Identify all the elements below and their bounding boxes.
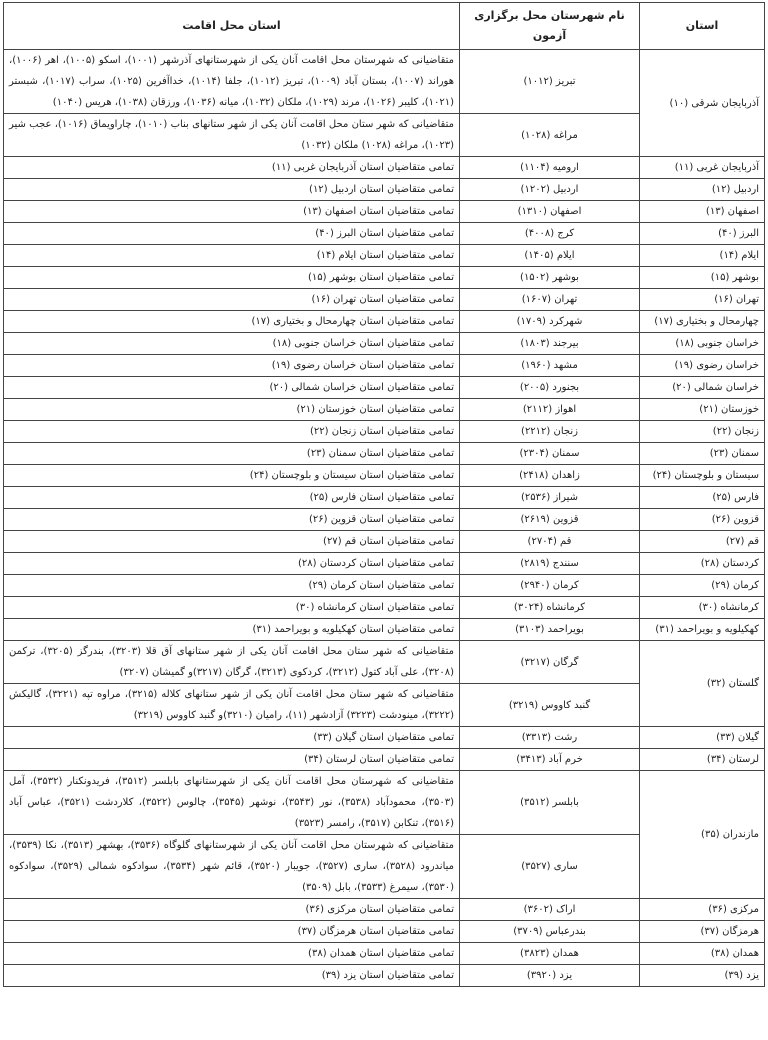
residence-cell: تمامی متقاضیان استان ایلام (۱۴) xyxy=(4,245,460,267)
exam-city-cell: خرم آباد (۳۴۱۳) xyxy=(460,749,640,771)
exam-city-cell: تبریز (۱۰۱۲) xyxy=(460,50,640,114)
table-row xyxy=(4,641,765,684)
table-row xyxy=(4,965,765,987)
residence-cell: متقاضیانی که شهرستان محل اقامت آنان یکی از شهرستانهای آذرشهر (۱۰۰۱)، اسکو (۱۰۰۵)، اهر (۱۰۰۶)، هوراند (۱۰۰۷)، بستان آباد (۱۰۰۹)، تبریز (۱۰۱۲)، جلفا (۱۰۱۴)، خداآفرین (۱۰۲۵)، سراب (۱۰۱۷)، شبستر (۱۰۲۱)، کلیبر (۱۰۲۶)، مرند (۱۰۲۹)، ملکان (۱۰۳۲)، میانه (۱۰۳۶)، ورزقان (۱۰۳۸)، هریس (۱۰۴۰) xyxy=(4,50,460,114)
exam-city-cell: کرمانشاه (۳۰۲۴) xyxy=(460,597,640,619)
residence-cell: تمامی متقاضیان استان کرمان (۲۹) xyxy=(4,575,460,597)
table-row xyxy=(4,201,765,223)
residence-cell: تمامی متقاضیان استان خراسان رضوی (۱۹) xyxy=(4,355,460,377)
province-cell: کرمانشاه (۳۰) xyxy=(640,597,765,619)
province-cell: خوزستان (۲۱) xyxy=(640,399,765,421)
exam-city-cell: رشت (۳۳۱۳) xyxy=(460,727,640,749)
table-row xyxy=(4,223,765,245)
province-cell: چهارمحال و بختیاری (۱۷) xyxy=(640,311,765,333)
province-cell: سیستان و بلوچستان (۲۴) xyxy=(640,465,765,487)
table-row xyxy=(4,333,765,355)
table-row xyxy=(4,289,765,311)
residence-cell: تمامی متقاضیان استان اصفهان (۱۳) xyxy=(4,201,460,223)
province-cell: البرز (۴۰) xyxy=(640,223,765,245)
table-row xyxy=(4,597,765,619)
header-exam-city: نام شهرستان محل برگزاری آزمون xyxy=(460,3,640,50)
table-row xyxy=(4,399,765,421)
exam-city-cell: سنندج (۲۸۱۹) xyxy=(460,553,640,575)
exam-city-cell: شهرکرد (۱۷۰۹) xyxy=(460,311,640,333)
residence-cell: تمامی متقاضیان استان تهران (۱۶) xyxy=(4,289,460,311)
table-row xyxy=(4,245,765,267)
exam-city-cell: کرمان (۲۹۴۰) xyxy=(460,575,640,597)
table-row xyxy=(4,509,765,531)
residence-cell: تمامی متقاضیان استان فارس (۲۵) xyxy=(4,487,460,509)
province-cell: آذربایجان شرقی (۱۰) xyxy=(640,50,765,157)
exam-city-cell: مراغه (۱۰۲۸) xyxy=(460,114,640,157)
exam-city-cell: سمنان (۲۳۰۴) xyxy=(460,443,640,465)
exam-city-cell: تهران (۱۶۰۷) xyxy=(460,289,640,311)
exam-city-cell: قم (۲۷۰۴) xyxy=(460,531,640,553)
exam-city-cell: بویراحمد (۳۱۰۳) xyxy=(460,619,640,641)
residence-cell: تمامی متقاضیان استان همدان (۳۸) xyxy=(4,943,460,965)
table-row xyxy=(4,157,765,179)
exam-city-cell: ایلام (۱۴۰۵) xyxy=(460,245,640,267)
exam-city-cell: بجنورد (۲۰۰۵) xyxy=(460,377,640,399)
table-row xyxy=(4,531,765,553)
residence-cell: تمامی متقاضیان استان خراسان جنوبی (۱۸) xyxy=(4,333,460,355)
province-cell: اصفهان (۱۳) xyxy=(640,201,765,223)
exam-city-cell: بیرجند (۱۸۰۳) xyxy=(460,333,640,355)
residence-cell: تمامی متقاضیان استان سمنان (۲۳) xyxy=(4,443,460,465)
exam-city-cell: قزوین (۲۶۱۹) xyxy=(460,509,640,531)
province-cell: مرکزی (۳۶) xyxy=(640,899,765,921)
province-cell: بوشهر (۱۵) xyxy=(640,267,765,289)
table-row xyxy=(4,179,765,201)
exam-city-cell: گرگان (۳۲۱۷) xyxy=(460,641,640,684)
table-row xyxy=(4,553,765,575)
table-body xyxy=(4,50,765,987)
residence-cell: متقاضیانی که شهر ستان محل اقامت آنان یکی از شهر ستانهای کلاله (۳۲۱۵)، مراوه تپه (۳۲۲۱)، گالیکش (۳۲۲۲)، مینودشت (۳۲۲۳) آزادشهر (۱۱)، رامیان (۳۲۱۰)و گنبد کاووس (۳۲۱۹) xyxy=(4,684,460,727)
table-row xyxy=(4,267,765,289)
exam-city-cell: همدان (۳۸۲۳) xyxy=(460,943,640,965)
table-row xyxy=(4,619,765,641)
exam-city-cell: اهواز (۲۱۱۲) xyxy=(460,399,640,421)
table-row xyxy=(4,487,765,509)
exam-city-cell: یزد (۳۹۲۰) xyxy=(460,965,640,987)
province-cell: زنجان (۲۲) xyxy=(640,421,765,443)
header-province: استان xyxy=(640,3,765,50)
exam-city-cell: اصفهان (۱۳۱۰) xyxy=(460,201,640,223)
residence-cell: تمامی متقاضیان استان قم (۲۷) xyxy=(4,531,460,553)
exam-city-cell: اردبیل (۱۲۰۲) xyxy=(460,179,640,201)
table-row xyxy=(4,575,765,597)
province-cell: گلستان (۳۲) xyxy=(640,641,765,727)
province-cell: لرستان (۳۴) xyxy=(640,749,765,771)
residence-cell: تمامی متقاضیان استان خوزستان (۲۱) xyxy=(4,399,460,421)
exam-city-cell: ارومیه (۱۱۰۴) xyxy=(460,157,640,179)
header-residence: استان محل اقامت xyxy=(4,3,460,50)
table-row xyxy=(4,771,765,835)
table-row xyxy=(4,899,765,921)
exam-city-cell: بندرعباس (۳۷۰۹) xyxy=(460,921,640,943)
residence-cell: متقاضیانی که شهر ستان محل اقامت آنان یکی از شهر ستانهای بناب (۱۰۱۰)، چاراویماق (۱۰۱۶)، عجب شیر (۱۰۲۳)، مراغه (۱۰۲۸) ملکان (۱۰۳۲) xyxy=(4,114,460,157)
residence-cell: تمامی متقاضیان استان اردبیل (۱۲) xyxy=(4,179,460,201)
residence-cell: تمامی متقاضیان استان قزوین (۲۶) xyxy=(4,509,460,531)
province-cell: آذربایجان غربی (۱۱) xyxy=(640,157,765,179)
province-cell: یزد (۳۹) xyxy=(640,965,765,987)
exam-city-cell: زنجان (۲۲۱۲) xyxy=(460,421,640,443)
exam-city-cell: بوشهر (۱۵۰۲) xyxy=(460,267,640,289)
table-row xyxy=(4,377,765,399)
residence-cell: تمامی متقاضیان استان لرستان (۳۴) xyxy=(4,749,460,771)
residence-cell: تمامی متقاضیان استان البرز (۴۰) xyxy=(4,223,460,245)
table-row xyxy=(4,921,765,943)
table-row xyxy=(4,421,765,443)
residence-cell: متقاضیانی که شهر ستان محل اقامت آنان یکی از شهر ستانهای آق قلا (۳۲۰۳)، بندرگز (۳۲۰۵)، ترکمن (۳۲۰۸)، علی آباد کتول (۳۲۱۲)، کردکوی (۳۲۱۳)، گرگان (۳۲۱۷)و گمیشان (۳۲۰۷) xyxy=(4,641,460,684)
residence-cell: تمامی متقاضیان استان هرمزگان (۳۷) xyxy=(4,921,460,943)
exam-city-cell: کرج (۴۰۰۸) xyxy=(460,223,640,245)
exam-city-cell: شیراز (۲۵۳۶) xyxy=(460,487,640,509)
residence-cell: تمامی متقاضیان استان مرکزی (۳۶) xyxy=(4,899,460,921)
province-cell: کهکیلویه و بویراحمد (۳۱) xyxy=(640,619,765,641)
residence-cell: تمامی متقاضیان استان یزد (۳۹) xyxy=(4,965,460,987)
residence-cell: تمامی متقاضیان استان گیلان (۳۳) xyxy=(4,727,460,749)
exam-city-cell: اراک (۳۶۰۲) xyxy=(460,899,640,921)
residence-cell: تمامی متقاضیان استان زنجان (۲۲) xyxy=(4,421,460,443)
residence-cell: تمامی متقاضیان استان چهارمحال و بختیاری (۱۷) xyxy=(4,311,460,333)
province-cell: ایلام (۱۴) xyxy=(640,245,765,267)
exam-centers-table xyxy=(3,2,765,987)
province-cell: هرمزگان (۳۷) xyxy=(640,921,765,943)
residence-cell: تمامی متقاضیان استان آذربایجان غربی (۱۱) xyxy=(4,157,460,179)
province-cell: همدان (۳۸) xyxy=(640,943,765,965)
exam-city-cell: گنبد کاووس (۳۲۱۹) xyxy=(460,684,640,727)
exam-city-cell: ساری (۳۵۲۷) xyxy=(460,835,640,899)
table-row xyxy=(4,50,765,114)
province-cell: اردبیل (۱۲) xyxy=(640,179,765,201)
residence-cell: تمامی متقاضیان استان کردستان (۲۸) xyxy=(4,553,460,575)
residence-cell: تمامی متقاضیان استان کرمانشاه (۳۰) xyxy=(4,597,460,619)
residence-cell: تمامی متقاضیان استان خراسان شمالی (۲۰) xyxy=(4,377,460,399)
province-cell: قزوین (۲۶) xyxy=(640,509,765,531)
residence-cell: متقاضیانی که شهرستان محل اقامت آنان یکی از شهرستانهای بابلسر (۳۵۱۲)، فریدونکنار (۳۵۳۲)، آمل (۳۵۰۳)، محمودآباد (۳۵۳۸)، نور (۳۵۴۳)، نوشهر (۳۵۴۵)، چالوس (۳۵۲۲)، کلاردشت (۳۵۲۱)، عباس آباد (۳۵۱۶)، تنکابن (۳۵۱۷)، رامسر (۳۵۲۳) xyxy=(4,771,460,835)
residence-cell: تمامی متقاضیان استان بوشهر (۱۵) xyxy=(4,267,460,289)
province-cell: کرمان (۲۹) xyxy=(640,575,765,597)
province-cell: خراسان رضوی (۱۹) xyxy=(640,355,765,377)
table-header-row xyxy=(4,3,765,50)
province-cell: خراسان شمالی (۲۰) xyxy=(640,377,765,399)
province-cell: خراسان جنوبی (۱۸) xyxy=(640,333,765,355)
table-row xyxy=(4,355,765,377)
exam-city-cell: بابلسر (۳۵۱۲) xyxy=(460,771,640,835)
province-cell: قم (۲۷) xyxy=(640,531,765,553)
table-row xyxy=(4,749,765,771)
province-cell: تهران (۱۶) xyxy=(640,289,765,311)
table-row xyxy=(4,465,765,487)
exam-city-cell: مشهد (۱۹۶۰) xyxy=(460,355,640,377)
province-cell: کردستان (۲۸) xyxy=(640,553,765,575)
residence-cell: تمامی متقاضیان استان سیستان و بلوچستان (۲۴) xyxy=(4,465,460,487)
table-row xyxy=(4,943,765,965)
province-cell: گیلان (۳۳) xyxy=(640,727,765,749)
table-row xyxy=(4,727,765,749)
province-cell: مازندران (۳۵) xyxy=(640,771,765,899)
residence-cell: تمامی متقاضیان استان کهکیلویه و بویراحمد (۳۱) xyxy=(4,619,460,641)
province-cell: فارس (۲۵) xyxy=(640,487,765,509)
province-cell: سمنان (۲۳) xyxy=(640,443,765,465)
table-row xyxy=(4,443,765,465)
exam-city-cell: زاهدان (۲۴۱۸) xyxy=(460,465,640,487)
table-row xyxy=(4,311,765,333)
residence-cell: متقاضیانی که شهرستان محل اقامت آنان یکی از شهرستانهای گلوگاه (۳۵۳۶)، بهشهر (۳۵۱۳)، نکا (۳۵۳۹)، میاندرود (۳۵۲۸)، ساری (۳۵۲۷)، جویبار (۳۵۲۰)، قائم شهر (۳۵۳۴)، سوادکوه شمالی (۳۵۲۹)، سوادکوه (۳۵۳۰)، سیمرغ (۳۵۳۳)، بابل (۳۵۰۹) xyxy=(4,835,460,899)
